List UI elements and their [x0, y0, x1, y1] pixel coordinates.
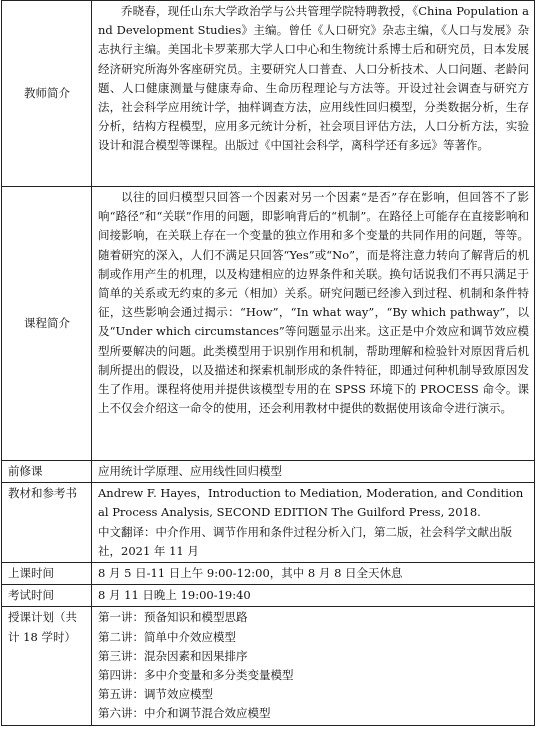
plan-item: 第一讲：预备知识和模型思路 — [98, 610, 248, 625]
teacher-label: 教师简介 — [2, 1, 92, 187]
class-time-text: 8 月 5 日-11 日上午 9:00-12:00，其中 8 月 8 日全天休息 — [98, 566, 403, 581]
class-time-cell — [92, 563, 535, 585]
plan-item: 第二讲：简单中介效应模型 — [98, 629, 236, 644]
class-time-label: 上课时间 — [2, 563, 92, 585]
course-intro-cell — [92, 187, 535, 461]
exam-time-row — [2, 585, 535, 607]
prereq-label: 前修课 — [2, 461, 92, 483]
exam-time-text: 8 月 11 日晚上 19:00-19:40 — [98, 588, 251, 603]
teacher-intro-text: 乔晓春，现任山东大学政治学与公共管理学院特聘教授，《China Population and Development Studies》主编。曾任《人口研究》杂志主编，《人口与发展》杂志执行主编。美国北卡罗莱那大学人口中心和生物统计系博士后和研究员，日本发展经济研究所海外客座研究员。主要研究人口普查、人口分析技术、人口问题、老龄问题、人口健康测量与健康寿命、生命历程理论与方法等。开设过社会调查与研究方法，社会科学应用统计学，抽样调查方法，应用线性回归模型，分类数据分析，生存分析，结构方程模型，应用多元统计分析，社会项目评估方法，人口分析方法，实验设计和混合模型等课程。出版过《中国社会科学，离科学还有多远》等著作。 — [98, 4, 529, 153]
teacher-intro-cell — [92, 1, 535, 187]
textbook-row — [2, 483, 535, 563]
plan-item: 第四讲：多中介变量和多分类变量模型 — [98, 668, 294, 683]
plan-item: 第五讲：调节效应模型 — [98, 687, 213, 702]
course-row — [2, 187, 535, 461]
textbook-chinese: 中文翻译：中介作用、调节作用和条件过程分析入门，第二版，社会科学文献出版社，2021 年 11 月 — [98, 524, 512, 558]
textbook-cell — [92, 483, 535, 563]
plan-label: 授课计划（共计 18 学时） — [2, 607, 92, 725]
prereq-cell — [92, 461, 535, 483]
plan-item: 第三讲：混杂因素和因果排序 — [98, 648, 248, 663]
prereq-row — [2, 461, 535, 483]
prereq-text: 应用统计学原理、应用线性回归模型 — [98, 464, 282, 478]
course-label: 课程简介 — [2, 187, 92, 461]
teacher-row — [2, 1, 535, 187]
exam-time-cell — [92, 585, 535, 607]
plan-item: 第六讲：中介和调节混合效应模型 — [98, 706, 271, 721]
plan-cell — [92, 607, 535, 725]
plan-row — [2, 607, 535, 725]
class-time-row — [2, 563, 535, 585]
textbook-label: 教材和参考书 — [2, 483, 92, 563]
course-intro-text: 以往的回归模型只回答一个因素对另一个因素“是否”存在影响，但回答不了影响“路径”和“关联”作用的问题，即影响背后的“机制”。在路径上可能存在直接影响和间接影响，在关联上存在一个变量的独立作用和多个变量的共同作用的问题，等等。随着研究的深入，人们不满足只回答“Yes”或“No”，而是将注意力转向了解背后的机制或作用产生的机理，以及构建相应的边界条件和关联。换句话说我们不再只满足于简单的关系或无约束的多元（相加）关系。研究问题已经渗入到过程、机制和条件特征，这些影响会通过揭示：“How”，“In what way”，“By which pathway”，以及“Under which circumstances”等问题显示出来。这正是中介效应和调节效应模型所要解决的问题。此类模型用于识别作用和机制，帮助理解和检验针对原因背后机制所提出的假设，以及描述和探索机制形成的条件特征，即通过何种机制导致原因发生了作用。课程将使用并提供该模型专用的在 SPSS 环境下的 PROCESS 命令。课上不仅会介绍这一命令的使用，还会利用教材中提供的数据使用该命令进行演示。 — [98, 190, 529, 416]
course-info-table — [1, 0, 535, 726]
exam-time-label: 考试时间 — [2, 585, 92, 607]
textbook-english: Andrew F. Hayes，Introduction to Mediation, Moderation, and Conditional Process Analysis, SECOND EDITION The Guilford Press, 2018. — [98, 486, 524, 520]
